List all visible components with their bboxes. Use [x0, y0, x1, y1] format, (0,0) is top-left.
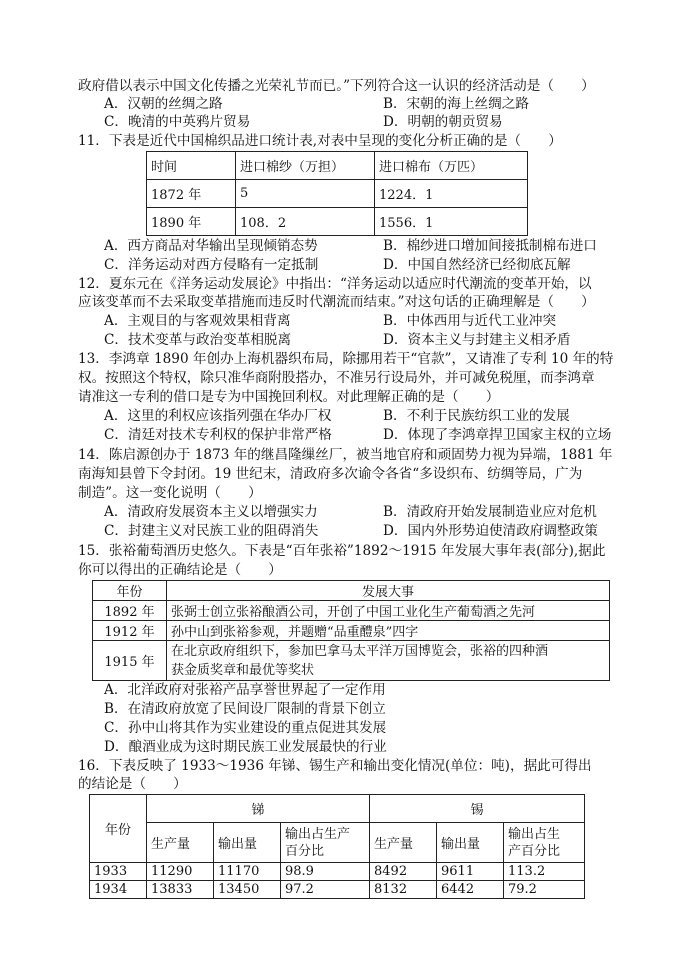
q12-stem-1: 12．夏东元在《洋务运动发展论》中指出：“洋务运动以适应时代潮流的变革开始，以 — [78, 276, 592, 292]
table-row — [147, 208, 528, 236]
table-cell: 1224．1 — [375, 180, 528, 208]
table-row — [90, 881, 585, 899]
q11-stem: 11．下表是近代中国棉织品进口统计表,对表中呈现的变化分析正确的是（ ） — [78, 133, 562, 149]
q14-option-d: D．国内外形势迫使清政府调整政策 — [383, 523, 598, 539]
table-cell: 1892 年 — [93, 601, 167, 621]
table-cell: 13450 — [214, 881, 281, 899]
table-header-line: 百分比 — [285, 843, 325, 859]
table-cell: 13833 — [147, 881, 214, 899]
table-header-cell: 生产量 — [147, 823, 214, 863]
q10-option-c: C．晚清的中英鸦片贸易 — [104, 114, 251, 130]
q15-option-c: C．孙中山将其作为实业建设的重点促进其发展 — [104, 720, 387, 736]
table-header-cell: 进口棉布（万匹） — [375, 152, 528, 180]
q11-option-d: D．中国自然经济已经彻底瓦解 — [383, 257, 571, 273]
table-row — [147, 180, 528, 208]
table-header-cell: 进口棉纱（万担） — [236, 152, 375, 180]
q14-option-c: C．封建主义对民族工业的阻碍消失 — [104, 523, 319, 539]
table-cell: 98.9 — [281, 863, 370, 881]
q12-option-a: A．主观目的与客观效果相背离 — [104, 313, 291, 329]
table-cell: 孙中山到张裕参观，并题赠“品重醴泉”四字 — [167, 621, 610, 641]
table-header-cell: 锡 — [370, 795, 585, 823]
q13-option-b: B．不利于民族纺织工业的发展 — [383, 408, 570, 424]
table-row — [93, 621, 610, 641]
q12-option-d: D．资本主义与封建主义相矛盾 — [383, 332, 571, 348]
table-cell: 1872 年 — [147, 180, 236, 208]
table-cell: 9611 — [437, 863, 504, 881]
q11-option-c: C．洋务运动对西方侵略有一定抵制 — [104, 257, 319, 273]
table-cell: 8132 — [370, 881, 437, 899]
q12-stem-2: 应该变革而不去采取变革措施而违反时代潮流而结束。”对这句话的正确理解是（ ） — [78, 294, 595, 310]
table-cell: 79.2 — [504, 881, 585, 899]
q13-stem-3: 请准这一专利的借口是专为中国挽回利权。对此理解正确的是（ ） — [78, 389, 500, 405]
table-cell: 97.2 — [281, 881, 370, 899]
q14-stem-3: 制造”。这一变化说明（ ） — [78, 485, 262, 501]
q14-option-b: B．清政府开始发展制造业应对危机 — [383, 504, 597, 520]
q13-option-a: A．这里的利权应该指列强在华办厂权 — [104, 408, 332, 424]
q15-table — [92, 580, 610, 681]
q10-option-b: B．宋朝的海上丝绸之路 — [383, 96, 529, 112]
table-header-line: 输出占生产 — [285, 826, 351, 842]
q13-stem-1: 13．李鸿章 1890 年创办上海机器织布局，除挪用若干“官款”，又请准了专利 10 年的特 — [78, 351, 614, 367]
table-cell: 1933 — [90, 863, 147, 881]
q16-stem-1: 16．下表反映了 1933～1936 年锑、锡生产和输出变化情况(单位：吨)，据此可得出 — [78, 758, 592, 774]
q14-stem-2: 南海知县曾下令封闭。19 世纪末，清政府多次谕令各省“多设织布、纺绸等局，广为 — [78, 466, 583, 482]
table-row — [93, 641, 610, 681]
table-cell: 1556．1 — [375, 208, 528, 236]
q14-stem-1: 14．陈启源创办于 1873 年的继昌隆缫丝厂，被当地官府和顽固势力视为异端，1881 年 — [78, 447, 613, 463]
q13-stem-2: 权。按照这个特权，除只准华商附股搭办，不准另行设局外，并可减免税厘，而李鸿章 — [78, 370, 595, 386]
table-cell-line: 在北京政府组织下，参加巴拿马太平洋万国博览会，张裕的四种酒 — [171, 643, 549, 659]
q15-option-a: A．北洋政府对张裕产品享誉世界起了一定作用 — [104, 682, 386, 698]
q15-stem-1: 15．张裕葡萄酒历史悠久。下表是“百年张裕”1892～1915 年发展大事年表(部分),据此 — [78, 543, 606, 559]
q16-table — [89, 794, 585, 899]
q10-option-d: D．明朝的朝贡贸易 — [383, 114, 503, 130]
table-header-line: 输出占生 — [508, 826, 561, 842]
table-header-cell: 生产量 — [370, 823, 437, 863]
table-cell: 11170 — [214, 863, 281, 881]
table-header-cell — [504, 823, 585, 863]
table-header-cell: 年份 — [93, 581, 167, 601]
q14-option-a: A．清政府发展资本主义以增强实力 — [104, 504, 318, 520]
table-header-cell: 年份 — [90, 795, 147, 863]
table-cell: 5 — [236, 180, 375, 208]
q10-stem-tail: 政府借以表示中国文化传播之光荣礼节而已。”下列符合这一认识的经济活动是（ ） — [78, 78, 595, 94]
q13-option-d: D．体现了李鸿章捍卫国家主权的立场 — [383, 427, 612, 443]
table-cell: 113.2 — [504, 863, 585, 881]
table-header-line: 产百分比 — [508, 843, 561, 859]
table-cell: 1912 年 — [93, 621, 167, 641]
table-header-cell — [281, 823, 370, 863]
q10-option-a: A．汉朝的丝绸之路 — [104, 96, 223, 112]
q13-option-c: C．清廷对技术专利权的保护非常严格 — [104, 427, 332, 443]
table-cell — [167, 641, 610, 681]
q16-stem-2: 的结论是（ ） — [78, 776, 187, 792]
q12-option-b: B．中体西用与近代工业冲突 — [383, 313, 557, 329]
q11-option-a: A．西方商品对华输出呈现倾销态势 — [104, 238, 318, 254]
q15-stem-2: 你可以得出的正确结论是（ ） — [78, 562, 282, 578]
table-cell: 1890 年 — [147, 208, 236, 236]
table-cell: 108．2 — [236, 208, 375, 236]
table-cell-line: 获金质奖章和最优等奖状 — [171, 662, 315, 678]
q15-option-d: D．酿酒业成为这时期民族工业发展最快的行业 — [104, 739, 387, 755]
table-cell: 1915 年 — [93, 641, 167, 681]
table-header-cell: 发展大事 — [167, 581, 610, 601]
table-header-cell: 时间 — [147, 152, 236, 180]
table-header-cell: 锑 — [147, 795, 370, 823]
q11-option-b: B．棉纱进口增加间接抵制棉布进口 — [383, 238, 597, 254]
table-header-cell: 输出量 — [214, 823, 281, 863]
q15-option-b: B．在清政府放宽了民间设厂限制的背景下创立 — [104, 701, 386, 717]
table-cell: 张弼士创立张裕酿酒公司，开创了中国工业化生产葡萄酒之先河 — [167, 601, 610, 621]
table-row — [90, 863, 585, 881]
table-header-cell: 输出量 — [437, 823, 504, 863]
table-row — [93, 601, 610, 621]
table-cell: 8492 — [370, 863, 437, 881]
table-cell: 6442 — [437, 881, 504, 899]
table-cell: 1934 — [90, 881, 147, 899]
q11-table — [146, 151, 528, 236]
table-cell: 11290 — [147, 863, 214, 881]
q12-option-c: C．技术变革与政治变革相脱离 — [104, 332, 292, 348]
